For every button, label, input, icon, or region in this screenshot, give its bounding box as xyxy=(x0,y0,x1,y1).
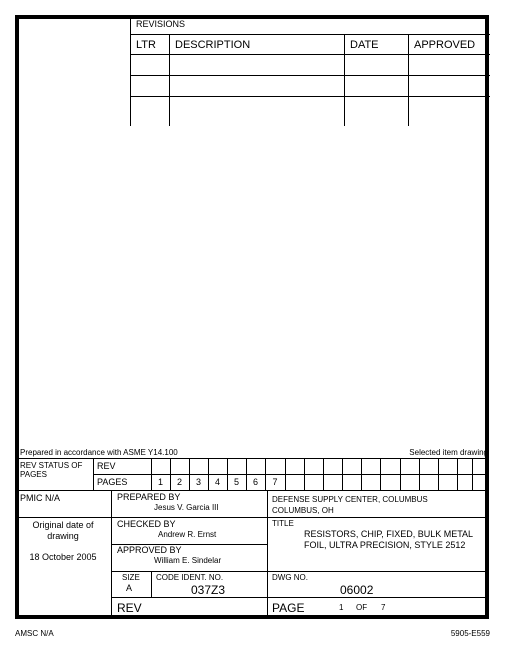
page-number-cell: 6 xyxy=(252,477,258,487)
rev-field-label: REV xyxy=(117,601,142,615)
checked-by-name: Andrew R. Ernst xyxy=(158,530,217,539)
prepared-by-label: PREPARED BY xyxy=(117,492,181,502)
title-block-row xyxy=(111,597,489,598)
original-date-value: 18 October 2005 xyxy=(29,552,97,562)
rev-status-col xyxy=(361,458,362,490)
rev-status-col xyxy=(438,458,439,490)
rev-row-label: REV xyxy=(97,461,116,471)
approved-by-label: APPROVED BY xyxy=(117,545,182,555)
page-current: 1 xyxy=(339,603,344,612)
page-number-cell: 5 xyxy=(233,477,239,487)
rev-status-mid-rule xyxy=(93,474,489,475)
title-block-col xyxy=(111,490,112,619)
title-block-row xyxy=(15,517,489,518)
page-total: 7 xyxy=(381,603,386,612)
code-ident-label: CODE IDENT. NO. xyxy=(156,573,224,582)
rev-status-of-pages-label: REV STATUS OF PAGES xyxy=(20,461,83,479)
page-number-cell: 2 xyxy=(176,477,182,487)
form-number: 5905-E559 xyxy=(450,629,490,638)
page-number-cell: 3 xyxy=(195,477,201,487)
page-of: OF xyxy=(356,603,368,612)
page-number-cell: 4 xyxy=(214,477,220,487)
revisions-row-divider xyxy=(130,96,490,97)
page-number-cell: 7 xyxy=(272,477,278,487)
revisions-col-divider xyxy=(344,34,345,126)
pages-row-label: PAGES xyxy=(97,477,128,487)
title-label: TITLE xyxy=(272,519,294,528)
size-value: A xyxy=(126,583,133,593)
rev-status-col xyxy=(457,458,458,490)
selected-item-drawing-note: Selected item drawing xyxy=(409,448,488,457)
rev-status-col xyxy=(472,458,473,490)
rev-status-bottom-rule xyxy=(15,490,489,491)
prepared-by-name: Jesus V. Garcia III xyxy=(154,503,219,512)
revisions-title: REVISIONS xyxy=(136,19,186,29)
page-number-cell: 1 xyxy=(157,477,163,487)
revisions-header-divider xyxy=(130,54,490,55)
revisions-header-ltr: LTR xyxy=(136,39,156,51)
revisions-title-divider xyxy=(130,34,490,35)
dwg-no-value: 06002 xyxy=(340,583,374,597)
size-label: SIZE xyxy=(122,573,140,582)
original-date-label: Original date of drawing xyxy=(32,520,94,541)
rev-status-top-rule xyxy=(15,458,489,459)
revisions-header-date: DATE xyxy=(350,39,379,51)
rev-status-col xyxy=(419,458,420,490)
rev-status-col xyxy=(323,458,324,490)
revisions-col-divider xyxy=(169,34,170,126)
revisions-col-divider xyxy=(408,34,409,126)
rev-status-col xyxy=(304,458,305,490)
checked-by-label: CHECKED BY xyxy=(117,519,176,529)
rev-status-col xyxy=(93,458,94,490)
revisions-row-divider xyxy=(130,75,490,76)
code-ident-value: 037Z3 xyxy=(191,583,226,597)
prepared-in-accordance-note: Prepared in accordance with ASME Y14.100 xyxy=(20,448,178,457)
title-block-row xyxy=(111,571,489,572)
title-block-col xyxy=(267,490,268,619)
title-line-2: FOIL, ULTRA PRECISION, STYLE 2512 xyxy=(304,540,466,550)
dwg-no-label: DWG NO. xyxy=(272,573,308,582)
page-field-label: PAGE xyxy=(272,601,305,615)
rev-status-col xyxy=(342,458,343,490)
rev-status-col xyxy=(380,458,381,490)
agency-line-1: DEFENSE SUPPLY CENTER, COLUMBUS xyxy=(272,495,428,504)
revisions-header-approved: APPROVED xyxy=(414,39,476,51)
size-code-divider xyxy=(151,571,152,597)
pmic-label: PMIC N/A xyxy=(20,493,61,503)
revisions-header-description: DESCRIPTION xyxy=(175,39,251,51)
approved-by-name: William E. Sindelar xyxy=(154,556,222,565)
agency-line-2: COLUMBUS, OH xyxy=(272,506,334,515)
amsc-label: AMSC N/A xyxy=(15,629,54,638)
title-line-1: RESISTORS, CHIP, FIXED, BULK METAL xyxy=(304,529,474,539)
rev-status-col xyxy=(285,458,286,490)
rev-status-col xyxy=(400,458,401,490)
revisions-left-border xyxy=(130,15,131,126)
